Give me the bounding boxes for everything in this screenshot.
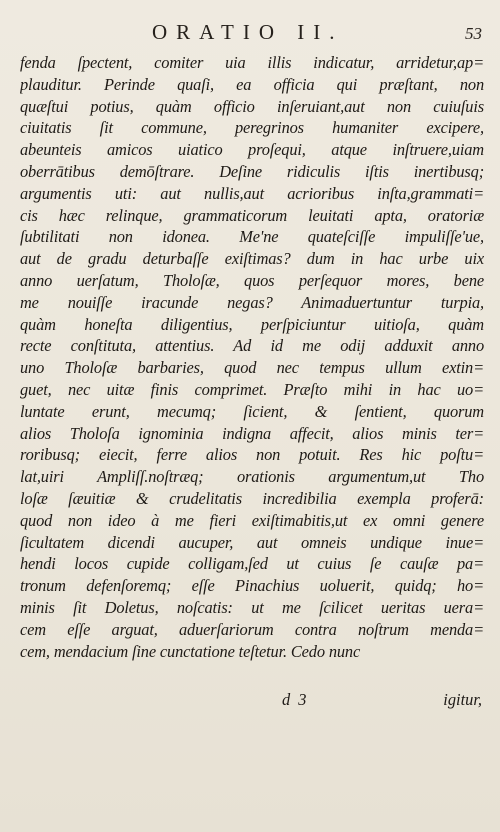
text-line: loſæ ſæuitiæ & crudelitatis incredibilia exempla proferā:	[20, 488, 484, 508]
page-number: 53	[465, 24, 482, 43]
text-line: guet, nec uitæ finis comprimet. Præſto mihi in hac uo=	[20, 379, 484, 399]
text-line: uno Tholoſæ barbaries, quod nec tempus ullum extin=	[20, 358, 484, 378]
text-line: argumentis uti: aut nullis,aut acrioribus inſta,grammati=	[20, 183, 484, 203]
text-line: cem, mendacium ſine cunctatione teſtetur. Cedo nunc	[20, 641, 361, 661]
text-line: oberrātibus demōſtrare. Deſine ridiculis iſtis inertibusq;	[20, 161, 484, 181]
text-line: abeunteis amicos uiatico proſequi, atque inſtruere,uiam	[20, 140, 484, 160]
page-footer	[20, 690, 484, 712]
text-line: recte conſtituta, attentius. Ad id me odij adduxit anno	[20, 336, 484, 356]
text-line: ciuitatis ſit commune, peregrinos humaniter excipere,	[20, 118, 484, 138]
catchword: igitur,	[443, 690, 482, 709]
text-line: quod non ideo à me fieri exiſtimabitis,ut ex omni genere	[20, 510, 484, 530]
text-line: roribusq; eiecit, ferre alios non potuit. Res hic poſtu=	[20, 445, 484, 465]
text-line: alios Tholoſa ignominia indigna affecit, alios minis ter=	[20, 423, 484, 443]
running-head	[0, 20, 500, 46]
text-line: me nouiſſe iracunde negas? Animaduertuntur turpia,	[20, 292, 484, 312]
text-line: ſicultatem dicendi aucuper, aut omneis undique inue=	[20, 532, 484, 552]
text-line: cis hæc relinque, grammaticorum leuitati apta, oratoriæ	[20, 205, 484, 225]
text-line: plauditur. Perinde quaſi, ea officia qui præſtant, non	[20, 74, 484, 94]
signature-mark: d 3	[282, 690, 309, 709]
text-line: fenda ſpectent, comiter uia illis indicatur, arridetur,ap=	[20, 53, 484, 72]
text-line: quæſtui potius, quàm officio inſeruiant,aut non cuiuſuis	[20, 96, 484, 116]
text-line: aut de gradu deturbaſſe exiſtimas? dum in hac urbe uix	[20, 249, 484, 269]
text-line: tronum defenſoremq; eſſe Pinachius uoluerit, quidq; ho=	[20, 576, 484, 596]
text-line: anno uerſatum, Tholoſæ, quos perſequor mores, bene	[20, 270, 484, 290]
body-text	[20, 52, 484, 662]
page-title: ORATIO II.	[152, 20, 344, 44]
text-line: cem eſſe arguat, aduerſariorum contra noſtrum menda=	[20, 619, 484, 639]
text-line: hendi locos cupide colligam,ſed ut cuius ſe cauſæ pa=	[20, 554, 484, 574]
text-line: luntate erunt, mecumq; ſicient, & ſentient, quorum	[20, 401, 484, 421]
text-line: ſubtilitati non idonea. Me'ne quateſciſſe impuliſſe'ue,	[20, 227, 484, 247]
text-line: minis ſit Doletus, noſcatis: ut me ſcilicet ueritas uera=	[20, 597, 484, 617]
text-line: quàm honeſta diligentius, perſpiciuntur uitioſa, quàm	[20, 314, 484, 334]
text-line: lat,uiri Ampliſſ.noſtræq; orationis argumentum,ut Tho	[20, 467, 484, 487]
